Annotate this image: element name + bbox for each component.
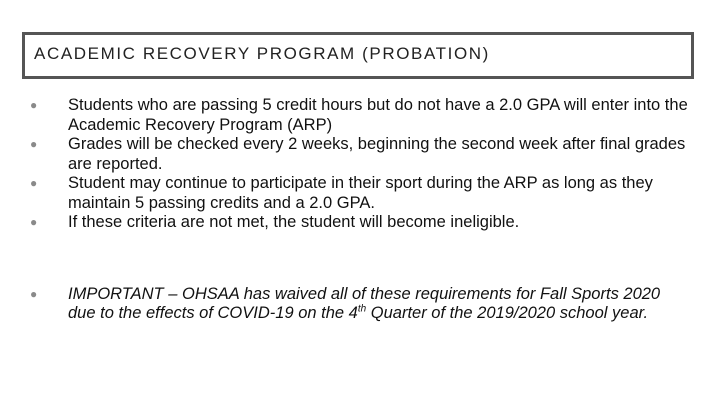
important-text-after: Quarter of the 2019/2020 school year. — [366, 304, 649, 322]
bullet-item — [30, 96, 690, 135]
bullet-text: Students who are passing 5 credit hours but do not have a 2.0 GPA will enter into the Academic Recovery Program (ARP) — [68, 96, 688, 134]
bullet-text: If these criteria are not met, the student will become ineligible. — [68, 213, 520, 231]
bullet-item — [30, 135, 690, 174]
important-superscript: th — [357, 303, 367, 315]
important-text-before: IMPORTANT – OHSAA has waived all of these requirements for Fall Sports 2020 due to the effects of COVID-19 on the 4 — [68, 284, 661, 322]
bullet-item — [30, 213, 690, 233]
bullet-list — [30, 96, 690, 324]
bullet-icon: ● — [30, 286, 38, 301]
bullet-icon: ● — [30, 137, 38, 151]
bullet-icon: ● — [30, 215, 38, 229]
slide-title: ACADEMIC RECOVERY PROGRAM (PROBATION) — [34, 44, 490, 63]
bullet-icon: ● — [30, 176, 38, 190]
bullet-text: Student may continue to participate in their sport during the ARP as long as they maintain 5 passing credits and a 2.0 GPA. — [68, 174, 653, 212]
title-box — [22, 32, 694, 79]
bullet-text: Grades will be checked every 2 weeks, beginning the second week after final grades are reported. — [68, 135, 686, 173]
bullet-icon: ● — [30, 98, 38, 112]
important-notice — [30, 285, 690, 324]
bullet-item — [30, 174, 690, 213]
